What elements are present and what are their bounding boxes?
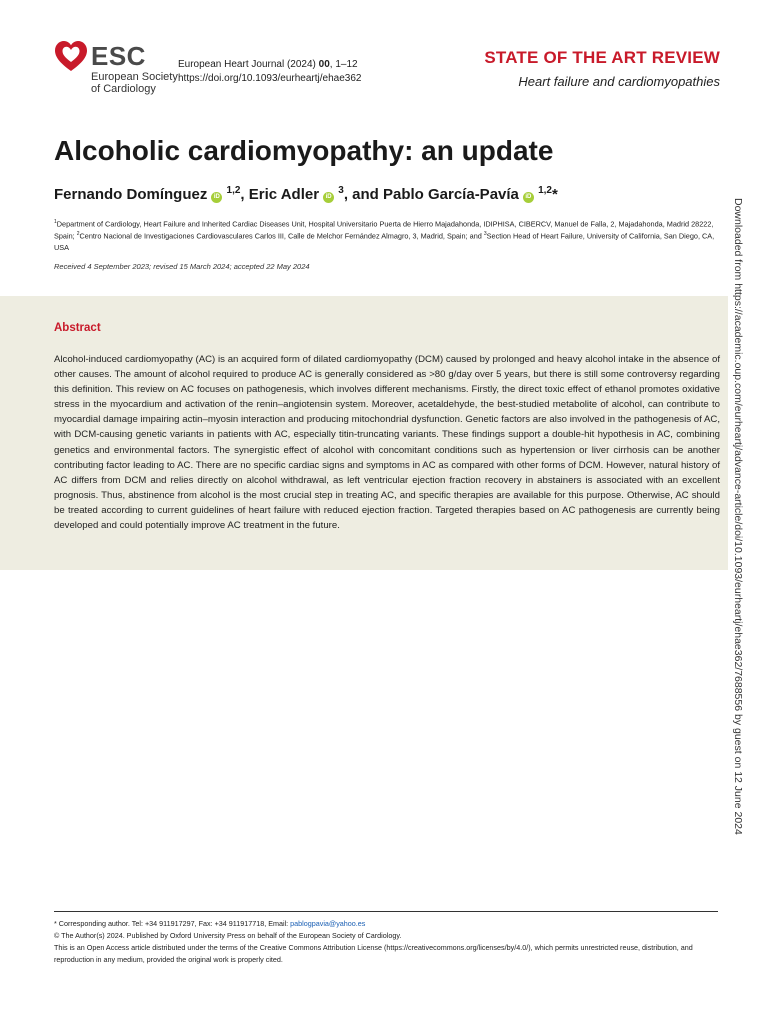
- affiliation-sup: 2: [76, 231, 80, 238]
- orcid-icon[interactable]: iD: [211, 192, 222, 203]
- copyright-note: © The Author(s) 2024. Published by Oxford University Press on behalf of the European Society of Cardiology.: [54, 931, 402, 940]
- received-dates: Received 4 September 2023; revised 15 March 2024; accepted 22 May 2024: [54, 262, 310, 271]
- affiliation-2: Centro Nacional de Investigaciones Cardiovasculares Carlos III, Calle de Melchor Fernández Almagro, 3, Madrid, Spain; and: [79, 231, 484, 241]
- author-affiliation-sup: 1,2: [538, 185, 552, 196]
- author-affiliation-sup: 3: [338, 185, 344, 196]
- logo-society-name: [91, 71, 178, 95]
- corresponding-contact: * Corresponding author. Tel: +34 911917297, Fax: +34 911917718, Email:: [54, 919, 291, 928]
- heart-logo-icon: [54, 40, 88, 74]
- journal-citation: [178, 58, 361, 72]
- author-name: Pablo García-Pavía: [382, 186, 519, 203]
- logo-abbreviation: ESC: [91, 41, 146, 71]
- article-section: Heart failure and cardiomyopathies: [518, 74, 720, 89]
- abstract-section: [0, 296, 728, 570]
- affiliation-3: Section Head of Heart Failure, University of California, San Diego, CA, USA: [54, 231, 715, 252]
- esc-logo: [54, 40, 178, 98]
- orcid-icon[interactable]: iD: [323, 192, 334, 203]
- email-link[interactable]: pablogpavia@yahoo.es: [290, 919, 366, 928]
- doi-link[interactable]: https://doi.org/10.1093/eurheartj/ehae362: [178, 73, 362, 84]
- logo-line-1: European Society: [91, 71, 178, 83]
- author-list: [54, 185, 558, 203]
- orcid-icon[interactable]: iD: [523, 192, 534, 203]
- journal-pages: , 1–12: [329, 59, 358, 70]
- affiliation-sup: 1: [54, 219, 57, 225]
- journal-name: European Heart Journal (2024): [178, 59, 316, 70]
- article-type-block: [484, 48, 720, 89]
- author-name: Eric Adler: [248, 186, 320, 203]
- author-separator: ,: [240, 186, 249, 203]
- article-type: STATE OF THE ART REVIEW: [484, 48, 720, 67]
- corresponding-author-mark: *: [551, 186, 558, 203]
- journal-volume: 00: [318, 59, 330, 70]
- author-separator: , and: [343, 186, 383, 203]
- abstract-heading: Abstract: [54, 322, 101, 334]
- footnotes: [54, 918, 718, 966]
- download-watermark: Downloaded from https://academic.oup.com/eurheartj/advance-article/doi/10.1093/eurheartj/ehae362/7688556 by guest on 12 June 2024: [732, 198, 744, 835]
- affiliations: [54, 217, 716, 253]
- corresponding-author-note: [54, 918, 718, 930]
- abstract-text: Alcohol-induced cardiomyopathy (AC) is an acquired form of dilated cardiomyopathy (DCM) caused by prolonged and heavy alcohol intake in the absence of other causes. The amount of alcohol required to produce AC is generally considered as >80 g/day over 5 years, but there is still some controversy regarding this definition. This review on AC focuses on pathogenesis, which involves different mechanisms. Firstly, the direct toxic effect of ethanol promotes oxidative stress in the myocardium and activation of the renin–angiotensin system. Moreover, acetaldehyde, the best-studied metabolite of alcohol, can contribute to myocardial damage impairing actin–myosin interaction and producing mitochondrial dysfunction. Genetic factors are also involved in the pathogenesis of AC, with DCM-causing genetic variants in patients with AC, especially titin-truncating variants. These findings support a double-hit hypothesis in AC, combining genetics and environmental factors. The synergistic effect of alcohol with concomitant conditions such as hypertension or liver cirrhosis can be another contributing factor leading to AC. There are no specific cardiac signs and symptoms in AC as compared with other forms of DCM. However, natural history of AC differs from DCM and relies directly on alcohol withdrawal, as left ventricular ejection fraction recovery in abstainers is associated with an excellent prognosis. Thus, abstinence from alcohol is the most crucial step in treating AC, and specific therapies are available for this purpose. Otherwise, AC should be treated according to current guidelines of heart failure with reduced ejection fraction. Targeted therapies based on AC pathogenesis are currently being developed and could potentially improve AC treatment in the future.: [54, 354, 720, 532]
- logo-line-2: of Cardiology: [91, 83, 156, 95]
- license-note: This is an Open Access article distributed under the terms of the Creative Commons Attribution License (https://creativecommons.org/licenses/by/4.0/), which permits unrestricted reuse, distribution, and reproduction in any medium, provided the original work is properly cited.: [54, 943, 693, 964]
- footer-divider: [54, 911, 718, 912]
- author-name: Fernando Domínguez: [54, 186, 208, 203]
- affiliation-1: Department of Cardiology, Heart Failure and Inherited Cardiac Diseases Unit, Hospital Universitario Puerta de Hierro Majadahonda, IDIPHISA, CIBERCV, Manuel de Falla, 2, Majadahonda, Madrid 28222, Spain;: [54, 219, 714, 241]
- affiliation-sup: 3: [483, 231, 487, 238]
- journal-info: [178, 58, 361, 86]
- author-affiliation-sup: 1,2: [226, 185, 241, 196]
- article-title: Alcoholic cardiomyopathy: an update: [54, 135, 554, 166]
